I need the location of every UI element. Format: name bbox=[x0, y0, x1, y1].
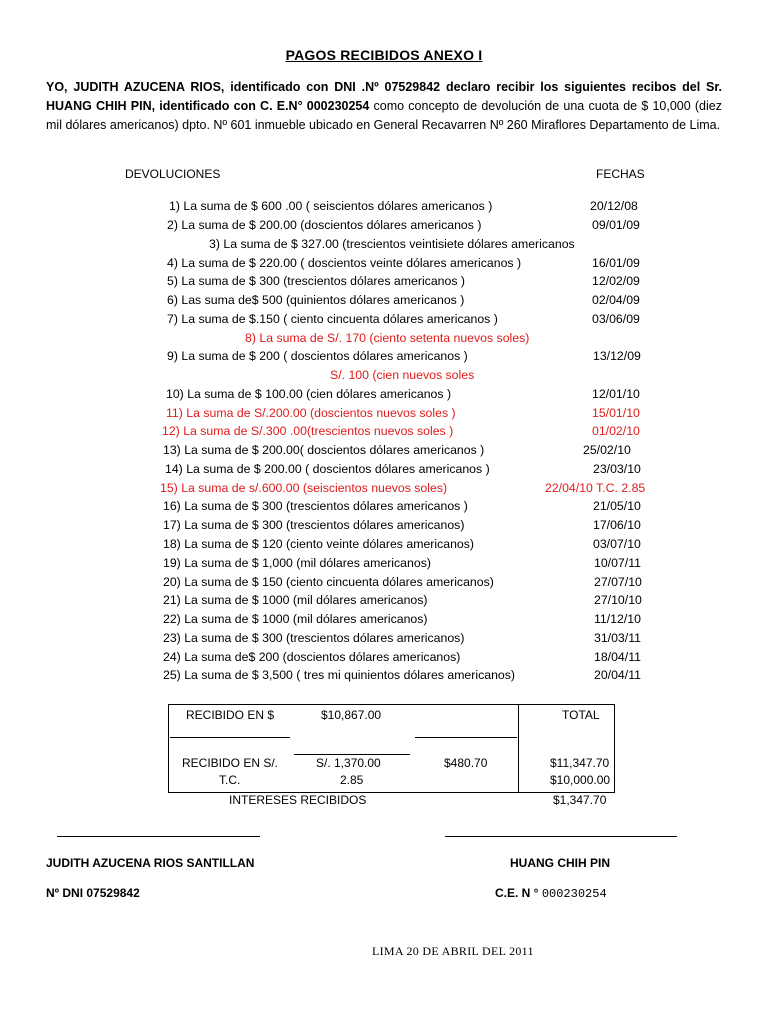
payment-row bbox=[0, 256, 768, 274]
payment-row bbox=[0, 593, 768, 611]
payment-row bbox=[0, 612, 768, 630]
payment-date: 01/02/10 bbox=[592, 424, 640, 438]
payment-description: S/. 100 (cien nuevos soles bbox=[330, 368, 475, 382]
soles-in-usd-value: $480.70 bbox=[444, 756, 488, 770]
payment-row bbox=[0, 218, 768, 236]
place-date: LIMA 20 DE ABRIL DEL 2011 bbox=[372, 944, 534, 958]
signatory-right-name: HUANG CHIH PIN bbox=[510, 856, 611, 870]
payment-description: 7) La suma de $.150 ( ciento cincuenta dólares americanos ) bbox=[167, 312, 498, 326]
payment-description: 9) La suma de $ 200 ( doscientos dólares americanos ) bbox=[167, 349, 468, 363]
payment-row bbox=[0, 237, 768, 255]
payment-date: 23/03/10 bbox=[593, 462, 641, 476]
payment-date: 12/02/09 bbox=[592, 274, 640, 288]
payment-row bbox=[0, 368, 768, 386]
payment-row bbox=[0, 199, 768, 217]
payment-row bbox=[0, 349, 768, 367]
payment-row bbox=[0, 481, 768, 499]
intro-paragraph bbox=[46, 78, 722, 135]
payment-date: 15/01/10 bbox=[592, 406, 640, 420]
payment-description: 18) La suma de $ 120 (ciento veinte dólares americanos) bbox=[163, 537, 475, 551]
creditor-name: HUANG CHIH PIN, identificado con C. E.N° 000230254 bbox=[46, 99, 370, 113]
header-fechas: FECHAS bbox=[596, 167, 645, 181]
payment-date: 17/06/10 bbox=[593, 518, 641, 532]
payment-date: 02/04/09 bbox=[592, 293, 640, 307]
recibido-usd-value: $10,867.00 bbox=[321, 708, 382, 722]
underline-3 bbox=[415, 737, 517, 738]
recibido-soles-value: S/. 1,370.00 bbox=[316, 756, 381, 770]
payment-date: 31/03/11 bbox=[594, 631, 641, 645]
payment-row bbox=[0, 556, 768, 574]
payment-description: 1) La suma de $ 600 .00 ( seiscientos dólares americanos ) bbox=[169, 199, 493, 213]
payment-date: 16/01/09 bbox=[592, 256, 640, 270]
principal-value: $10,000.00 bbox=[550, 773, 611, 787]
underline-2 bbox=[294, 754, 410, 755]
payment-description: 11) La suma de S/.200.00 (doscientos nuevos soles ) bbox=[166, 406, 456, 420]
tc-label: T.C. bbox=[219, 773, 241, 787]
signature-line-left bbox=[57, 836, 260, 837]
payment-date: 09/01/09 bbox=[592, 218, 640, 232]
payment-description: 19) La suma de $ 1,000 (mil dólares americanos) bbox=[163, 556, 431, 570]
signatory-left-id: Nº DNI 07529842 bbox=[46, 886, 140, 900]
payment-date: 21/05/10 bbox=[593, 499, 641, 513]
payment-date: 03/06/09 bbox=[592, 312, 640, 326]
signatory-right-id bbox=[495, 886, 607, 901]
payment-description: 3) La suma de $ 327.00 (trescientos veintisiete dólares americanos bbox=[209, 237, 575, 251]
payment-description: 20) La suma de $ 150 (ciento cincuenta dólares americanos) bbox=[163, 575, 494, 589]
intro-text-1: , identificado con DNI .Nº 07529842 declaro recibir los siguientes recibos del Sr. bbox=[220, 80, 722, 94]
payment-date: 20/12/08 bbox=[590, 199, 638, 213]
payment-row bbox=[0, 387, 768, 405]
payment-description: 4) La suma de $ 220.00 ( doscientos veinte dólares americanos ) bbox=[167, 256, 522, 270]
payment-row bbox=[0, 274, 768, 292]
payment-date: 11/12/10 bbox=[594, 612, 641, 626]
payment-date: 25/02/10 bbox=[583, 443, 631, 457]
payment-row bbox=[0, 537, 768, 555]
payment-description: 14) La suma de $ 200.00 ( doscientos dólares americanos ) bbox=[165, 462, 490, 476]
payment-description: 5) La suma de $ 300 (trescientos dólares americanos ) bbox=[167, 274, 466, 288]
payment-row bbox=[0, 518, 768, 536]
payment-description: 25) La suma de $ 3,500 ( tres mi quinientos dólares americanos) bbox=[163, 668, 516, 682]
payment-row bbox=[0, 575, 768, 593]
document-title: PAGOS RECIBIDOS ANEXO I bbox=[285, 47, 483, 63]
payment-row bbox=[0, 631, 768, 649]
total-label: TOTAL bbox=[562, 708, 600, 722]
declarant-name: YO, JUDITH AZUCENA RIOS bbox=[46, 80, 221, 94]
intereses-value: $1,347.70 bbox=[553, 793, 607, 807]
payment-description: 22) La suma de $ 1000 (mil dólares americanos) bbox=[163, 612, 428, 626]
ce-label: C.E. N ° bbox=[495, 886, 539, 900]
payment-description: 2) La suma de $ 200.00 (doscientos dólares americanos ) bbox=[167, 218, 482, 232]
payment-date: 27/10/10 bbox=[594, 593, 642, 607]
signatory-left-name: JUDITH AZUCENA RIOS SANTILLAN bbox=[46, 856, 255, 870]
payment-date: 22/04/10 T.C. 2.85 bbox=[545, 481, 646, 495]
payment-row bbox=[0, 406, 768, 424]
tc-value: 2.85 bbox=[340, 773, 364, 787]
payment-date: 03/07/10 bbox=[593, 537, 641, 551]
total-value: $11,347.70 bbox=[550, 756, 610, 770]
recibido-soles-label: RECIBIDO EN S/. bbox=[182, 756, 279, 770]
payment-description: 21) La suma de $ 1000 (mil dólares americanos) bbox=[163, 593, 428, 607]
header-devoluciones: DEVOLUCIONES bbox=[125, 167, 221, 181]
payment-date: 13/12/09 bbox=[593, 349, 641, 363]
payment-date: 10/07/11 bbox=[594, 556, 641, 570]
underline-1 bbox=[170, 737, 290, 738]
payment-row bbox=[0, 293, 768, 311]
payment-description: 10) La suma de $ 100.00 (cien dólares americanos ) bbox=[166, 387, 452, 401]
payment-description: 23) La suma de $ 300 (trescientos dólares americanos) bbox=[163, 631, 465, 645]
payment-description: 8) La suma de S/. 170 (ciento setenta nuevos soles) bbox=[245, 331, 530, 345]
payment-row bbox=[0, 424, 768, 442]
payment-description: 13) La suma de $ 200.00( doscientos dólares americanos ) bbox=[163, 443, 485, 457]
payment-date: 27/07/10 bbox=[594, 575, 642, 589]
payment-row bbox=[0, 462, 768, 480]
signature-line-right bbox=[445, 836, 677, 837]
payment-date: 12/01/10 bbox=[592, 387, 640, 401]
recibido-usd-label: RECIBIDO EN $ bbox=[186, 708, 275, 722]
payment-description: 24) La suma de$ 200 (doscientos dólares americanos) bbox=[163, 650, 461, 664]
payment-row bbox=[0, 331, 768, 349]
payment-description: 6) Las suma de$ 500 (quinientos dólares americanos ) bbox=[167, 293, 465, 307]
payment-row bbox=[0, 668, 768, 686]
intro-text-2: como concepto de devolución de una cuota de $ 10,000 (diez mil dólares americanos) dpto. Nº 601 inmueble ubicado en General Recavarren Nº 260 Miraflores Departamento de Lima. bbox=[46, 99, 722, 132]
payment-description: 17) La suma de $ 300 (trescientos dólares americanos) bbox=[163, 518, 465, 532]
payment-date: 18/04/11 bbox=[594, 650, 641, 664]
payment-row bbox=[0, 312, 768, 330]
payment-description: 15) La suma de s/.600.00 (seiscientos nuevos soles) bbox=[160, 481, 448, 495]
payment-row bbox=[0, 650, 768, 668]
payment-description: 16) La suma de $ 300 (trescientos dólares americanos ) bbox=[163, 499, 468, 513]
payment-date: 20/04/11 bbox=[594, 668, 641, 682]
payment-description: 12) La suma de S/.300 .00(trescientos nuevos soles ) bbox=[162, 424, 454, 438]
payment-row bbox=[0, 443, 768, 461]
payment-row bbox=[0, 499, 768, 517]
intereses-label: INTERESES RECIBIDOS bbox=[229, 793, 367, 807]
summary-divider bbox=[518, 705, 519, 792]
ce-number: 000230254 bbox=[541, 887, 607, 901]
